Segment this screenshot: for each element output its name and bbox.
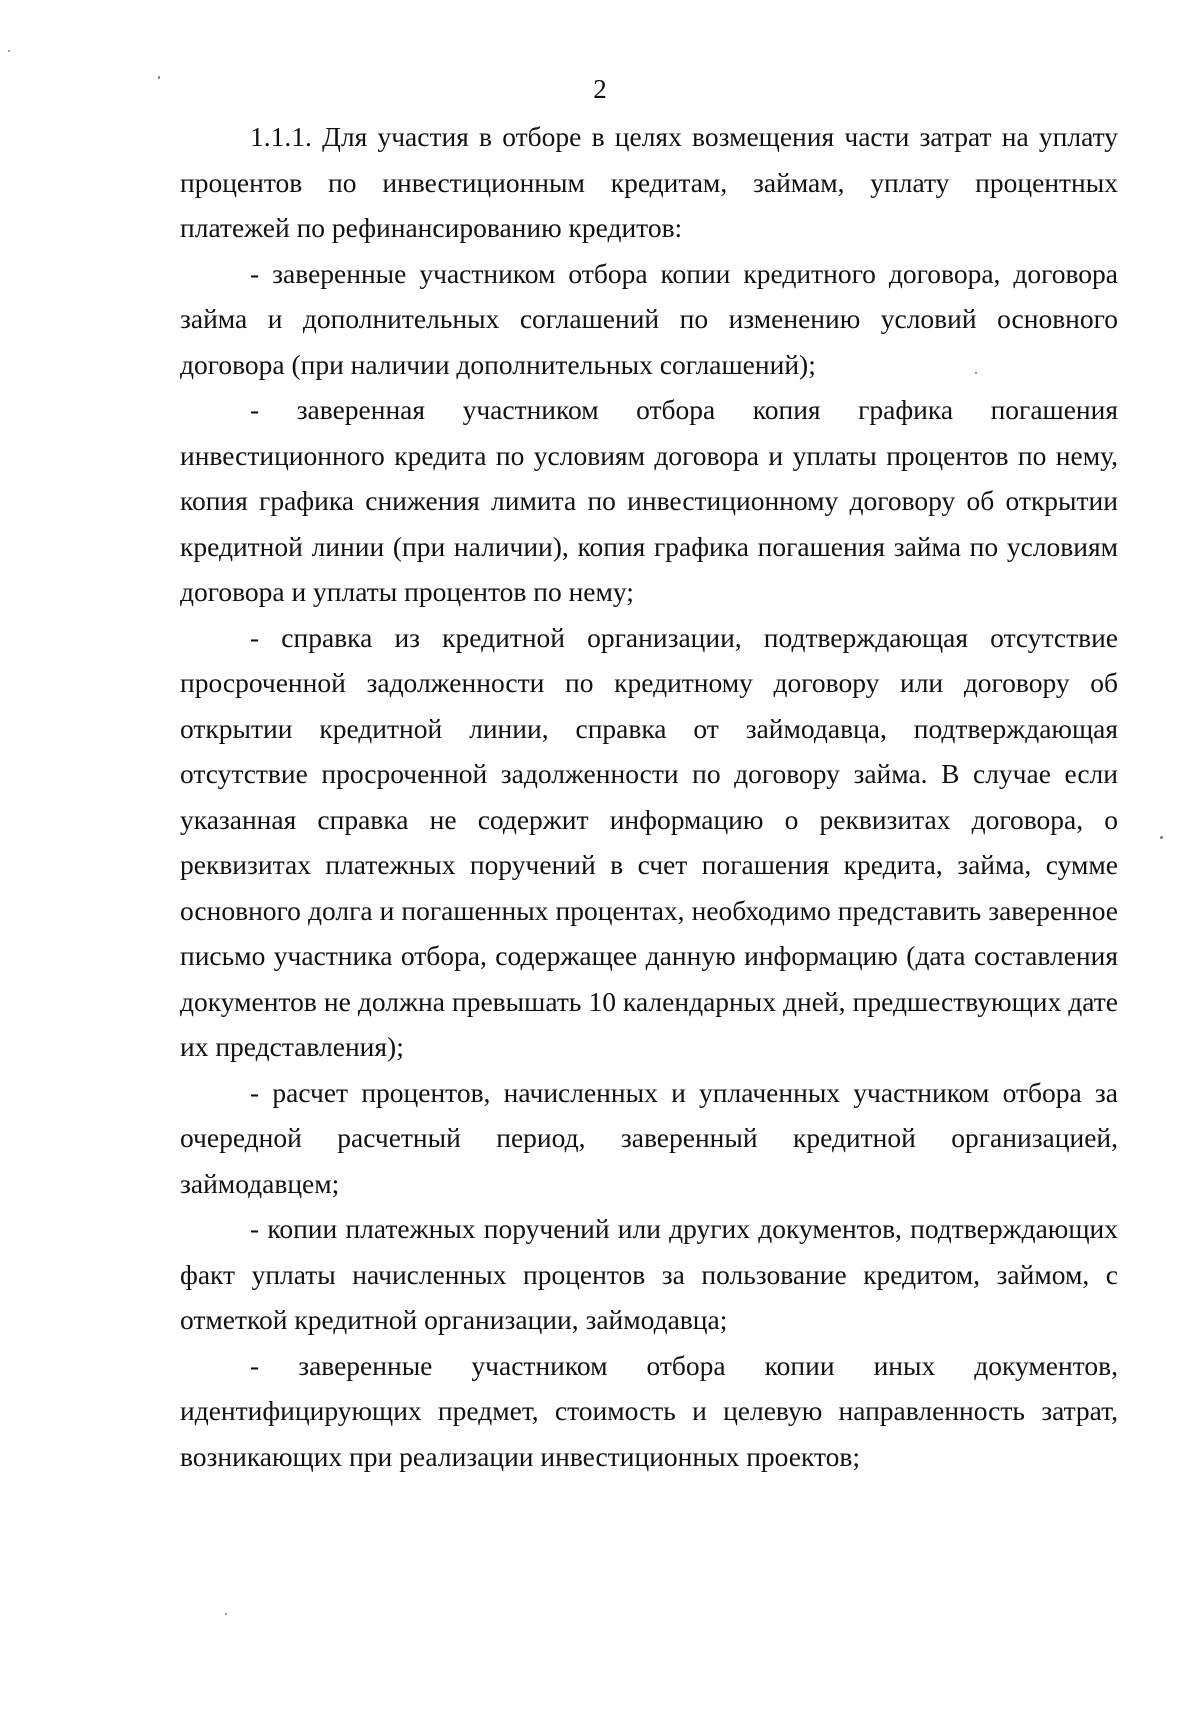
paragraph-item-other-documents: - заверенные участником отбора копии иных документов, идентифицирующих предмет, стоимость и целевую направленность затрат, возникающих при реализации инвестиционных проектов; [180, 1349, 1118, 1472]
scan-speck [225, 1613, 227, 1615]
paragraph-intro: 1.1.1. Для участия в отборе в целях возмещения части затрат на уплату процентов по инвестиционным кредитам, займам, уплату процентных платежей по рефинансированию кредитов: [180, 121, 1118, 243]
paragraph-item-loan-agreement: - заверенные участником отбора копии кредитного договора, договора займа и дополнительных соглашений по изменению условий основного договора (при наличии дополнительных соглашений); [180, 257, 1118, 380]
scan-speck [158, 76, 160, 79]
paragraph-item-payment-orders: - копии платежных поручений или других документов, подтверждающих факт уплаты начисленных процентов за пользование кредитом, займом, с отметкой кредитной организации, займодавца; [180, 1213, 1118, 1335]
paragraph-item-bank-certificate: - справка из кредитной организации, подтверждающая отсутствие просроченной задолженности по кредитному договору или договору об открытии кредитной линии, справка от займодавца, подтверждающая отсутствие просроченной задолженности по договору займа. В случае если указанная справка не содержит информацию о реквизитах договора, о реквизитах платежных поручений в счет погашения кредита, займа, сумме основного долга и погашенных процентах, необходимо представить заверенное письмо участника отбора, содержащее данную информацию (дата составления документов не должна превышать 10 календарных дней, предшествующих дате их представления); [180, 621, 1118, 1062]
document-body [180, 114, 1118, 1479]
paragraph-item-interest-calculation: - расчет процентов, начисленных и уплаченных участником отбора за очередной расчетный период, заверенный кредитной организацией, займодавцем; [180, 1076, 1118, 1199]
paragraph-item-repayment-schedule: - заверенная участником отбора копия графика погашения инвестиционного кредита по условиям договора и уплаты процентов по нему, копия графика снижения лимита по инвестиционному договору об открытии кредитной линии (при наличии), копия графика погашения займа по условиям договора и уплаты процентов по нему; [180, 394, 1118, 607]
scan-speck [8, 50, 10, 52]
scan-speck [1160, 836, 1163, 839]
scan-speck [975, 372, 977, 374]
page-number: 2 [593, 74, 607, 104]
